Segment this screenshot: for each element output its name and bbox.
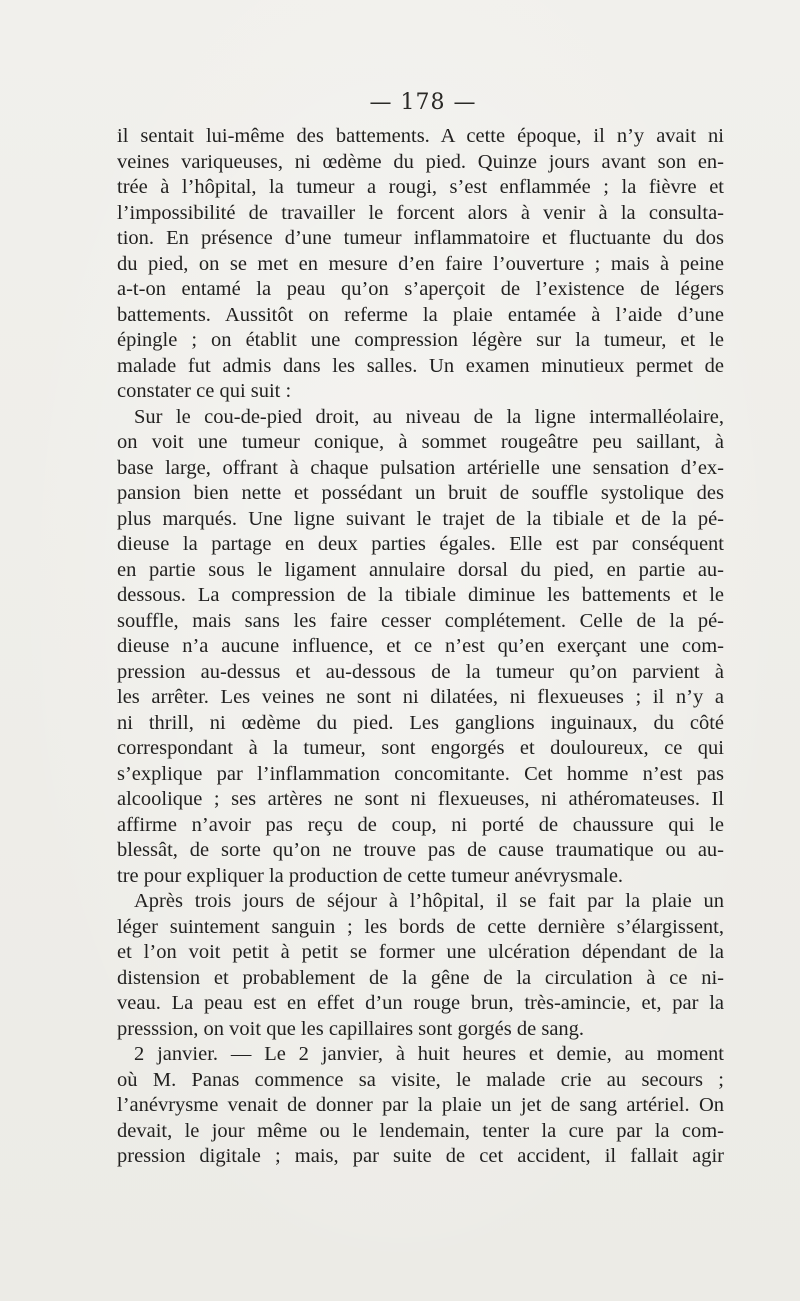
text-line: du pied, on se met en mesure d’en faire l’ouverture ; mais à peine: [117, 252, 724, 275]
text-line: affirme n’avoir pas reçu de coup, ni porté de chaussure qui le: [117, 813, 724, 836]
text-line: malade fut admis dans les salles. Un examen minutieux permet de: [117, 354, 724, 377]
text-line: épingle ; on établit une compression légère sur la tumeur, et le: [117, 329, 724, 351]
text-line: trée à l’hôpital, la tumeur a rougi, s’est enflammée ; la fièvre et: [117, 176, 724, 198]
text-line: tre pour expliquer la production de cette tumeur anévrysmale.: [117, 864, 624, 887]
text-line: battements. Aussitôt on referme la plaie entamée à l’aide d’une: [117, 303, 724, 326]
text-line: Après trois jours de séjour à l’hôpital, il se fait par la plaie un: [134, 890, 724, 912]
text-line: constater ce qui suit :: [117, 380, 292, 402]
text-line: plus marqués. Une ligne suivant le trajet de la tibiale et de la pé-: [117, 507, 724, 530]
text-line: 2 janvier. — Le 2 janvier, à huit heures et demie, au moment: [134, 1043, 724, 1065]
text-line: alcoolique ; ses artères ne sont ni flexueuses, ni athéromateuses. Il: [117, 788, 724, 810]
text-line: souffle, mais sans les faire cesser complétement. Celle de la pé-: [117, 609, 724, 632]
text-line: Sur le cou-de-pied droit, au niveau de la ligne intermalléolaire,: [134, 405, 724, 428]
text-line: a-t-on entamé la peau qu’on s’aperçoit de l’existence de légers: [117, 278, 724, 300]
text-line: ni thrill, ni œdème du pied. Les ganglions inguinaux, du côté: [117, 711, 724, 734]
text-line: pression digitale ; mais, par suite de cet accident, il fallait agir: [117, 1145, 724, 1167]
text-line: blessât, de sorte qu’on ne trouve pas de cause traumatique ou au-: [117, 839, 724, 861]
text-line: l’impossibilité de travailler le forcent alors à venir à la consulta-: [117, 201, 724, 224]
text-line: il sentait lui-même des battements. A cette époque, il n’y avait ni: [117, 125, 724, 147]
text-line: pression au-dessus et au-dessous de la tumeur qu’on parvient à: [117, 660, 724, 683]
text-line: s’explique par l’inflammation concomitante. Cet homme n’est pas: [117, 762, 724, 785]
text-line: correspondant à la tumeur, sont engorgés et douloureux, ce qui: [117, 737, 724, 759]
text-line: dieuse n’a aucune influence, et ce n’est qu’en exerçant une com-: [117, 635, 724, 657]
text-line: on voit une tumeur conique, à sommet rougeâtre peu saillant, à: [117, 431, 724, 453]
page-number: — 178 —: [369, 90, 477, 115]
text-line: où M. Panas commence sa visite, le malade crie au secours ;: [117, 1068, 724, 1091]
text-line: tion. En présence d’une tumeur inflammatoire et fluctuante du dos: [117, 227, 724, 249]
text-line: veau. La peau est en effet d’un rouge brun, très-amincie, et, par la: [117, 992, 724, 1014]
text-line: veines variqueuses, ni œdème du pied. Quinze jours avant son en-: [117, 150, 724, 173]
text-line: et l’on voit petit à petit se former une ulcération dépendant de la: [117, 941, 724, 963]
text-line: distension et probablement de la gêne de la circulation à ce ni-: [117, 966, 724, 989]
text-line: les arrêter. Les veines ne sont ni dilatées, ni flexueuses ; il n’y a: [117, 686, 724, 708]
text-line: base large, offrant à chaque pulsation artérielle une sensation d’ex-: [117, 456, 724, 479]
body-text: [117, 124, 724, 1170]
text-line: dieuse la partage en deux parties égales. Elle est par conséquent: [117, 533, 724, 555]
text-line: l’anévrysme venait de donner par la plaie un jet de sang artériel. On: [117, 1094, 724, 1116]
text-line: léger suintement sanguin ; les bords de cette dernière s’élargissent,: [117, 915, 724, 938]
text-line: presssion, on voit que les capillaires sont gorgés de sang.: [117, 1017, 585, 1040]
text-line: pansion bien nette et possédant un bruit de souffle systolique des: [117, 482, 724, 504]
text-line: en partie sous le ligament annulaire dorsal du pied, en partie au-: [117, 558, 724, 581]
text-line: dessous. La compression de la tibiale diminue les battements et le: [117, 584, 724, 606]
text-line: devait, le jour même ou le lendemain, tenter la cure par la com-: [117, 1119, 724, 1142]
